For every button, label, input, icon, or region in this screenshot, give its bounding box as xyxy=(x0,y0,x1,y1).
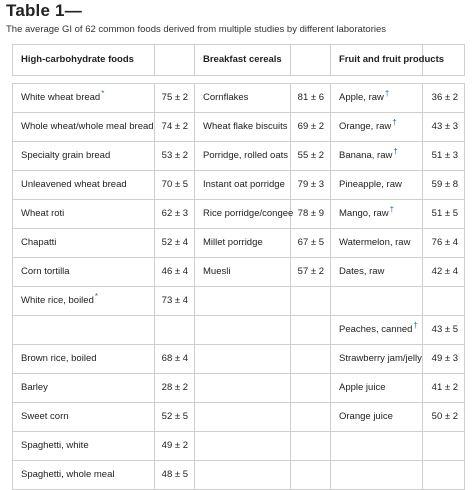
high-carb-gi-value-text: 62 ± 3 xyxy=(161,208,188,219)
table-row xyxy=(13,432,465,461)
footnote-marker[interactable]: † xyxy=(413,320,418,330)
fruit-product-gi-value-text: 43 ± 5 xyxy=(431,324,458,335)
high-carb-gi-value-text: 52 ± 5 xyxy=(161,411,188,422)
fruit-product-gi-value-text: 50 ± 2 xyxy=(431,411,458,422)
high-carb-food-name xyxy=(13,142,155,171)
high-carb-gi-value xyxy=(155,461,195,490)
fruit-product-name-text: Orange juice xyxy=(339,411,393,422)
header-spacer xyxy=(155,45,195,76)
breakfast-cereal-gi-value xyxy=(291,287,331,316)
breakfast-cereal-name xyxy=(195,84,291,113)
breakfast-cereal-name xyxy=(195,113,291,142)
fruit-product-name xyxy=(331,345,423,374)
fruit-product-name xyxy=(331,171,423,200)
fruit-product-name xyxy=(331,374,423,403)
breakfast-cereal-gi-value xyxy=(291,229,331,258)
high-carb-gi-value xyxy=(155,316,195,345)
fruit-product-gi-value xyxy=(423,171,465,200)
high-carb-gi-value xyxy=(155,84,195,113)
footnote-marker[interactable]: * xyxy=(94,291,98,301)
fruit-product-name xyxy=(331,84,423,113)
fruit-product-name-text: Strawberry jam/jelly xyxy=(339,353,422,364)
high-carb-food-name xyxy=(13,374,155,403)
high-carb-gi-value xyxy=(155,432,195,461)
fruit-product-gi-value xyxy=(423,287,465,316)
table-body xyxy=(13,84,465,490)
fruit-product-name xyxy=(331,229,423,258)
fruit-product-gi-value xyxy=(423,316,465,345)
fruit-product-gi-value-text: 49 ± 3 xyxy=(431,353,458,364)
breakfast-cereal-name-text: Cornflakes xyxy=(203,92,249,103)
footnote-marker[interactable]: † xyxy=(393,146,398,156)
high-carb-food-name xyxy=(13,84,155,113)
breakfast-cereal-name xyxy=(195,258,291,287)
breakfast-cereal-name xyxy=(195,432,291,461)
high-carb-gi-value-text: 52 ± 4 xyxy=(161,237,188,248)
gi-table xyxy=(12,44,465,490)
fruit-product-name-text: Banana, raw xyxy=(339,150,393,161)
high-carb-gi-value-text: 74 ± 2 xyxy=(161,121,188,132)
fruit-product-name-text: Orange, raw xyxy=(339,121,392,132)
breakfast-cereal-gi-value xyxy=(291,461,331,490)
high-carb-gi-value xyxy=(155,345,195,374)
high-carb-food-name xyxy=(13,403,155,432)
header-gap-row xyxy=(13,76,465,84)
high-carb-food-name xyxy=(13,287,155,316)
high-carb-food-name-text: White wheat bread xyxy=(21,92,101,103)
high-carb-gi-value xyxy=(155,142,195,171)
fruit-product-gi-value xyxy=(423,229,465,258)
breakfast-cereal-gi-value xyxy=(291,200,331,229)
header-high-carbohydrate-foods: High-carbohydrate foods xyxy=(13,45,155,76)
breakfast-cereal-gi-value xyxy=(291,316,331,345)
table-row xyxy=(13,84,465,113)
table-row xyxy=(13,258,465,287)
table-row xyxy=(13,287,465,316)
table-row xyxy=(13,229,465,258)
high-carb-gi-value xyxy=(155,374,195,403)
high-carb-food-name-text: White rice, boiled xyxy=(21,295,94,306)
fruit-product-name xyxy=(331,461,423,490)
breakfast-cereal-gi-value-text: 57 ± 2 xyxy=(297,266,324,277)
breakfast-cereal-name xyxy=(195,461,291,490)
table-row xyxy=(13,171,465,200)
fruit-product-name-text: Apple juice xyxy=(339,382,386,393)
high-carb-food-name-text: Whole wheat/whole meal bread xyxy=(21,121,154,132)
high-carb-food-name xyxy=(13,461,155,490)
fruit-product-name-text: Apple, raw xyxy=(339,92,384,103)
breakfast-cereal-name xyxy=(195,287,291,316)
fruit-product-gi-value-text: 42 ± 4 xyxy=(431,266,458,277)
fruit-product-gi-value-text: 59 ± 8 xyxy=(431,179,458,190)
breakfast-cereal-gi-value xyxy=(291,84,331,113)
high-carb-food-name xyxy=(13,200,155,229)
table-row xyxy=(13,200,465,229)
fruit-product-gi-value xyxy=(423,403,465,432)
breakfast-cereal-gi-value xyxy=(291,142,331,171)
table-row xyxy=(13,316,465,345)
fruit-product-name xyxy=(331,113,423,142)
header-fruit-products: Fruit and fruit products xyxy=(331,45,423,76)
high-carb-gi-value-text: 75 ± 2 xyxy=(161,92,188,103)
breakfast-cereal-name-text: Millet porridge xyxy=(203,237,263,248)
table-row xyxy=(13,403,465,432)
breakfast-cereal-gi-value-text: 79 ± 3 xyxy=(297,179,324,190)
high-carb-food-name-text: Barley xyxy=(21,382,48,393)
breakfast-cereal-gi-value-text: 67 ± 5 xyxy=(297,237,324,248)
breakfast-cereal-name-text: Porridge, rolled oats xyxy=(203,150,289,161)
fruit-product-name xyxy=(331,258,423,287)
high-carb-food-name-text: Unleavened wheat bread xyxy=(21,179,127,190)
fruit-product-gi-value-text: 41 ± 2 xyxy=(431,382,458,393)
fruit-product-gi-value-text: 43 ± 3 xyxy=(431,121,458,132)
fruit-product-name xyxy=(331,403,423,432)
high-carb-food-name-text: Specialty grain bread xyxy=(21,150,111,161)
fruit-product-name-text: Watermelon, raw xyxy=(339,237,411,248)
high-carb-gi-value xyxy=(155,258,195,287)
breakfast-cereal-gi-value xyxy=(291,171,331,200)
high-carb-gi-value xyxy=(155,113,195,142)
high-carb-gi-value-text: 53 ± 2 xyxy=(161,150,188,161)
fruit-product-name-text: Dates, raw xyxy=(339,266,385,277)
footnote-marker[interactable]: † xyxy=(392,117,397,127)
breakfast-cereal-name xyxy=(195,345,291,374)
table-title: Table 1— xyxy=(6,1,82,20)
breakfast-cereal-gi-value-text: 81 ± 6 xyxy=(297,92,324,103)
fruit-product-gi-value xyxy=(423,84,465,113)
footnote-marker[interactable]: † xyxy=(389,204,395,214)
fruit-product-gi-value xyxy=(423,461,465,490)
fruit-product-gi-value xyxy=(423,374,465,403)
header-breakfast-cereals: Breakfast cereals xyxy=(195,45,291,76)
breakfast-cereal-name-text: Rice porridge/congee xyxy=(203,208,294,219)
fruit-product-name xyxy=(331,200,423,229)
breakfast-cereal-gi-value-text: 78 ± 9 xyxy=(297,208,324,219)
breakfast-cereal-gi-value-text: 55 ± 2 xyxy=(297,150,324,161)
table-row xyxy=(13,461,465,490)
high-carb-food-name xyxy=(13,229,155,258)
breakfast-cereal-name xyxy=(195,403,291,432)
breakfast-cereal-gi-value xyxy=(291,258,331,287)
high-carb-food-name-text: Wheat roti xyxy=(21,208,65,219)
high-carb-gi-value-text: 48 ± 5 xyxy=(161,469,188,480)
breakfast-cereal-gi-value xyxy=(291,374,331,403)
high-carb-food-name xyxy=(13,316,155,345)
fruit-product-name-text: Pineapple, raw xyxy=(339,179,402,190)
breakfast-cereal-name xyxy=(195,374,291,403)
high-carb-food-name-text: Spaghetti, white xyxy=(21,440,89,451)
fruit-product-name xyxy=(331,316,423,345)
fruit-product-gi-value-text: 51 ± 5 xyxy=(431,208,458,219)
high-carb-food-name-text: Sweet corn xyxy=(21,411,69,422)
fruit-product-gi-value-text: 51 ± 3 xyxy=(431,150,458,161)
header-spacer xyxy=(291,45,331,76)
breakfast-cereal-name-text: Muesli xyxy=(203,266,231,277)
high-carb-food-name-text: Corn tortilla xyxy=(21,266,70,277)
fruit-product-name-text: Mango, raw xyxy=(339,208,389,219)
fruit-product-name xyxy=(331,287,423,316)
breakfast-cereal-name xyxy=(195,229,291,258)
high-carb-gi-value xyxy=(155,287,195,316)
high-carb-food-name xyxy=(13,345,155,374)
fruit-product-name xyxy=(331,142,423,171)
header-row xyxy=(13,45,465,76)
footnote-marker[interactable]: † xyxy=(384,88,390,98)
breakfast-cereal-name-text: Wheat flake biscuits xyxy=(203,121,288,132)
footnote-marker[interactable]: * xyxy=(101,88,105,98)
high-carb-food-name xyxy=(13,258,155,287)
fruit-product-gi-value xyxy=(423,113,465,142)
high-carb-food-name xyxy=(13,432,155,461)
breakfast-cereal-gi-value xyxy=(291,403,331,432)
table-row xyxy=(13,345,465,374)
high-carb-food-name-text: Chapatti xyxy=(21,237,57,248)
high-carb-gi-value-text: 68 ± 4 xyxy=(161,353,188,364)
high-carb-food-name xyxy=(13,113,155,142)
high-carb-gi-value xyxy=(155,229,195,258)
high-carb-food-name-text: Spaghetti, whole meal xyxy=(21,469,115,480)
fruit-product-name-text: Peaches, canned xyxy=(339,324,413,335)
breakfast-cereal-name xyxy=(195,171,291,200)
fruit-product-gi-value xyxy=(423,432,465,461)
high-carb-food-name-text: Brown rice, boiled xyxy=(21,353,97,364)
high-carb-gi-value-text: 28 ± 2 xyxy=(161,382,188,393)
breakfast-cereal-name xyxy=(195,316,291,345)
breakfast-cereal-name-text: Instant oat porridge xyxy=(203,179,285,190)
high-carb-food-name xyxy=(13,171,155,200)
fruit-product-gi-value xyxy=(423,258,465,287)
high-carb-gi-value xyxy=(155,200,195,229)
breakfast-cereal-gi-value xyxy=(291,345,331,374)
fruit-product-gi-value xyxy=(423,200,465,229)
fruit-product-gi-value xyxy=(423,345,465,374)
table-row xyxy=(13,142,465,171)
fruit-product-name xyxy=(331,432,423,461)
high-carb-gi-value-text: 73 ± 4 xyxy=(161,295,188,306)
high-carb-gi-value-text: 49 ± 2 xyxy=(161,440,188,451)
breakfast-cereal-name xyxy=(195,200,294,229)
table-row xyxy=(13,113,465,142)
high-carb-gi-value xyxy=(155,403,195,432)
breakfast-cereal-name xyxy=(195,142,291,171)
fruit-product-gi-value-text: 36 ± 2 xyxy=(431,92,458,103)
table-caption: The average GI of 62 common foods derived from multiple studies by different laboratories xyxy=(6,24,387,35)
table-row xyxy=(13,374,465,403)
breakfast-cereal-gi-value xyxy=(291,113,331,142)
fruit-product-gi-value-text: 76 ± 4 xyxy=(431,237,458,248)
breakfast-cereal-gi-value-text: 69 ± 2 xyxy=(297,121,324,132)
high-carb-gi-value-text: 46 ± 4 xyxy=(161,266,188,277)
high-carb-gi-value xyxy=(155,171,195,200)
breakfast-cereal-gi-value xyxy=(291,432,331,461)
high-carb-gi-value-text: 70 ± 5 xyxy=(161,179,188,190)
fruit-product-gi-value xyxy=(423,142,465,171)
